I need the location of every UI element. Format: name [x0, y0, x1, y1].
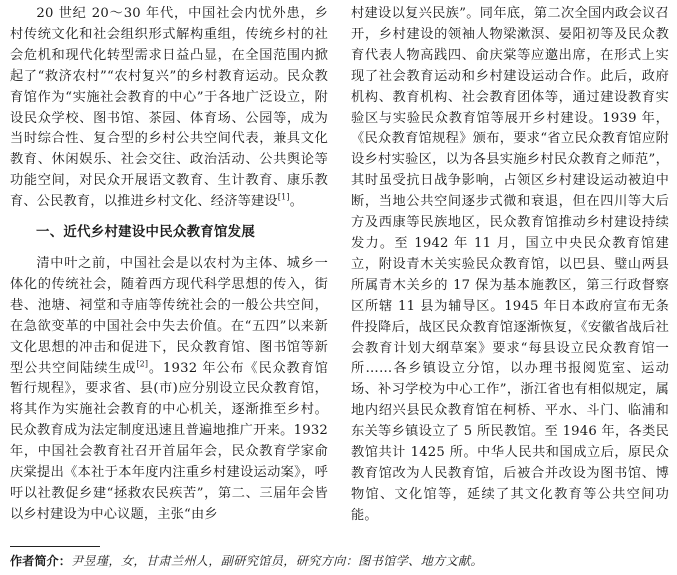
intro-paragraph-text: 20 世纪 20～30 年代，中国社会内忧外患，乡村传统文化和社会组织形式解构重组，传统乡村的社会危机和现代化转型需求日益凸显，在全国范围内掀起了“救济农村”“农村复兴”的乡村教育运动。民众教育馆作为“实施社会教育的中心”于各地广泛设立，附设民众学校、图书馆、茶园、体育场、公园等，成为当时综合性、复合型的乡村公共空间代表，兼具文化教育、休闲娱乐、社会交往、政治活动、公共舆论等功能空间，对民众开展语文教育、生计教育、康乐教育、公民教育，以推进乡村文化、经济等建设: [10, 6, 328, 210]
right-column-paragraph: 村建设以复兴民族”。同年底，第二次全国内政会议召开，乡村建设的领袖人物梁漱溟、晏阳初等及民众教育代表人物高践四、俞庆棠等应邀出席，在形式上实现了社会教育运动和乡村建设运动合作。此后，政府机构、教育机构、社会教育团体等，通过建设教育实验区与实验民众教育馆等展开乡村建设。1939 年，《民众教育馆规程》颁布，要求“省立民众教育馆应附设乡村实验区，以为各县实施乡村民众教育之师范”，其时虽受抗日战争影响，占领区乡村建设运动被迫中断，当地公共空间逐步式微和衰退，但在四川等大后方及西康等民族地区，民众教育馆推动乡村建设持续发力。至 1942 年 11 月，国立中央民众教育馆建立，附设青木关实验民众教育馆，以巴县、璧山两县所属青木关乡的 17 保为基本施教区，第三行政督察区所辖 11 县为辅导区。1945 年日本政府宣布无条件投降后，战区民众教育馆逐渐恢复，《安徽省战后社会教育计划大纲草案》要求“每县设立民众教育馆一所……各乡镇设立分馆，以办理书报阅览室、运动场、补习学校为中心工作”，浙江省也有相似规定，属地内绍兴县民众教育馆在柯桥、平水、斗门、临浦和东关等乡镇设立了 5 所民教馆。至 1946 年，各类民教馆共计 1425 所。中华人民共和国成立后，原民众教育馆改为人民教育馆，后被合并改设为图书馆、博物馆、文化馆等，延续了其文化教育等公共空间功能。: [351, 6, 669, 523]
section-paragraph: [10, 254, 328, 526]
section-paragraph-cont: 。1932 年公布《民众教育馆暂行规程》，要求省、县(市)应分别设立民众教育馆，将其作为实施社会教育的中心机关，逐渐推至乡村。民众教育成为法定制度迅速且普遍地推广开来。1932 年，中国社会教育社召开首届年会，民众教育学家俞庆棠提出《本社于本年度内注重乡村建设运动案》，呼吁以社教促乡建“拯救农民疾苦”，第二、三届年会皆以乡村建设为中心议题，主张“由乡: [10, 360, 328, 522]
author-bio: [10, 552, 483, 570]
section-paragraph-text: 清中叶之前，中国社会是以农村为主体、城乡一体化的传统社会，随着西方现代科学思想的传入，街巷、池塘、祠堂和寺庙等传统社会的一般公共空间，在急欲变革的中国社会中失去价值。在“五四”以来新文化思想的冲击和促进下，民众教育馆、图书馆等新型公共空间陆续生成: [10, 255, 328, 376]
right-column: [351, 4, 669, 527]
author-text: 尹昱瑾，女，甘肃兰州人，副研究馆员，研究方向：图书馆学、地方文献。: [70, 554, 484, 568]
author-label: 作者简介：: [10, 554, 71, 568]
intro-paragraph: [10, 4, 328, 213]
footnote-divider: [10, 546, 100, 547]
left-column: [10, 4, 328, 526]
intro-paragraph-end: 。: [289, 194, 304, 210]
citation-ref-1[interactable]: [1]: [277, 192, 290, 202]
citation-ref-2[interactable]: [2]: [136, 359, 149, 369]
section-heading: 一、近代乡村建设中民众教育馆发展: [36, 225, 256, 241]
